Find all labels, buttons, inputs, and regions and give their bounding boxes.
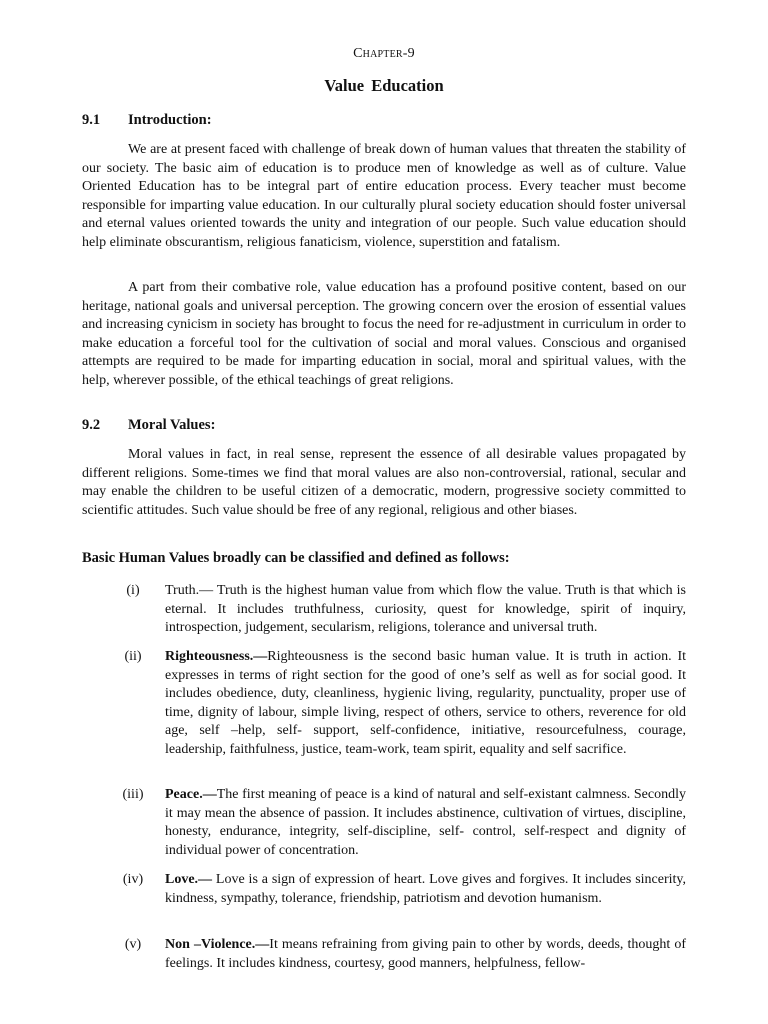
page-title: Value Education <box>324 76 444 95</box>
list-item <box>110 648 686 759</box>
section-number: 9.2 <box>82 417 101 433</box>
section-title: Introduction: <box>128 112 212 128</box>
paragraph: A part from their combative role, value education has a profound positive content, based on our heritage, national goals and universal perception. The growing concern over the erosion of essential values and increasing cynicism in society has brought to focus the need for re-adjustment in curriculum in order to make education a forceful tool for the cultivation of social and moral values. Conscious and organised attempts are required to be made for imparting education in social, moral and spiritual values, with the help, wherever possible, of the ethical teachings of great religions. <box>82 280 686 388</box>
section-heading-moral-values <box>82 417 215 434</box>
chapter-label: Chapter-9 <box>353 46 415 61</box>
list-item <box>110 786 686 860</box>
list-item <box>110 582 686 638</box>
list-marker: (i) <box>126 583 140 598</box>
list-text: The first meaning of peace is a kind of natural and self-existant calmness. Secondly it may mean the absence of passion. It includes abstinence, cultivation of virtues, discipline, honesty, endurance, integrity, self-discipline, self- control, self-respect and dignity of individual power of concentration. <box>165 787 686 858</box>
section-title: Moral Values: <box>128 417 216 433</box>
list-term: Peace.— <box>165 787 217 802</box>
paragraph: We are at present faced with challenge of break down of human values that threaten the stability of our society. The basic aim of education is to produce men of knowledge as well as of culture. Value Oriented Education has to be integral part of entire education process. Every teacher must become responsible for imparting value education. In our culturally plural society education should foster universal and eternal values oriented towards the unity and integration of our people. Such value education should help eliminate obscurantism, religious fanaticism, violence, superstition and fatalism. <box>82 142 686 250</box>
list-text: Truth.— Truth is the highest human value from which flow the value. Truth is that which is eternal. It includes truthfulness, curiosity, quest for knowledge, spirit of inquiry, introspection, judgement, secularism, religions, tolerance and universal truth. <box>165 583 686 635</box>
list-text: It means refraining from giving pain to other by words, deeds, thought of feelings. It includes kindness, courtesy, good manners, helpfulness, fellow- <box>165 937 686 971</box>
section-number: 9.1 <box>82 112 101 128</box>
list-term: Non –Violence.— <box>165 937 270 952</box>
list-term: Righteousness.— <box>165 649 268 664</box>
list-text: Righteousness is the second basic human value. It is truth in action. It expresses in terms of right section for the good of one’s self as well as for social good. It includes obedience, duty, cleanliness, hygienic living, regularity, punctuality, proper use of time, dignity of labour, simple living, respect of others, service to others, reverence for old age, self –help, self- support, self-confidence, initiative, resourcefulness, courage, leadership, faithfulness, justice, team-work, team spirit, equality and self sacrifice. <box>165 649 686 757</box>
list-marker: (v) <box>124 937 142 952</box>
list-item <box>110 871 686 908</box>
list-text: Love is a sign of expression of heart. Love gives and forgives. It includes sincerity, kindness, sympathy, tolerance, friendship, patriotism and devotion humanism. <box>165 872 686 906</box>
list-marker: (iv) <box>122 872 144 887</box>
list-term: Love.— <box>165 872 213 887</box>
list-item <box>110 936 686 973</box>
basic-values-heading: Basic Human Values broadly can be classified and defined as follows: <box>82 550 510 566</box>
list-marker: (ii) <box>124 649 142 664</box>
paragraph: Moral values in fact, in real sense, represent the essence of all desirable values propagated by different religions. Some-times we find that moral values are also non-controversial, rational, secular and may enable the children to be useful citizen of a democratic, modern, progressive society committed to scientific attitudes. Such value should be free of any regional, religious and other biases. <box>82 447 686 518</box>
section-heading-introduction <box>82 112 212 129</box>
list-marker: (iii) <box>122 787 144 802</box>
